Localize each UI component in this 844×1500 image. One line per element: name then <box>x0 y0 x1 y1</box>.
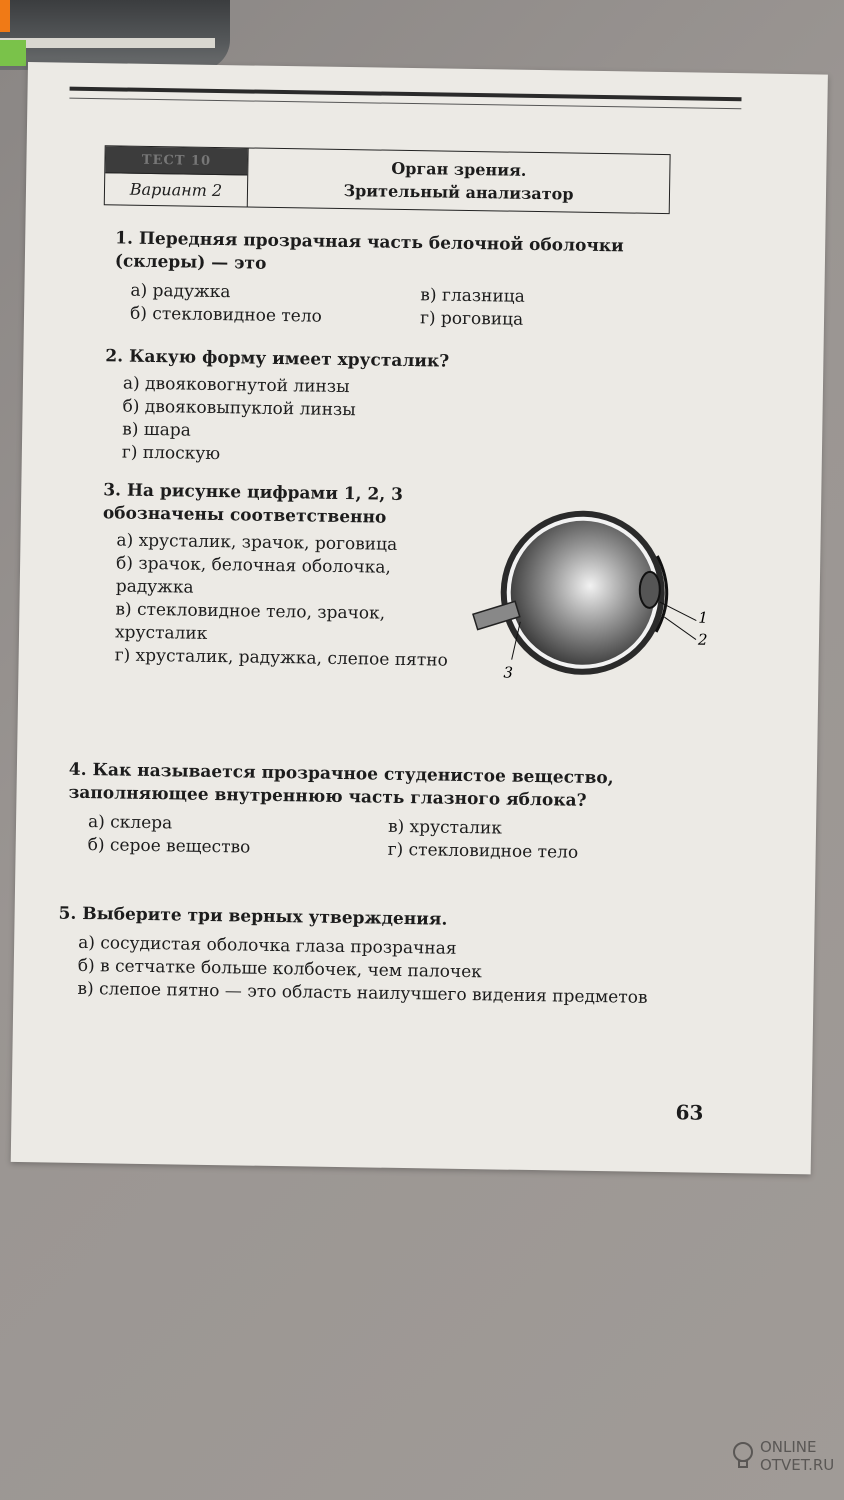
option: в) стекловидное тело, зрачок, хрусталик <box>114 599 386 644</box>
question-2-title: 2. Какую форму имеет хрусталик? <box>105 346 450 372</box>
question-5 <box>57 903 698 1011</box>
option: б) двояковыпуклой линзы <box>122 396 356 421</box>
topic-line1: Орган зрения. <box>391 158 527 180</box>
option: в) шара <box>122 419 191 441</box>
lightbulb-icon <box>732 1441 754 1471</box>
eye-diagram <box>453 499 709 688</box>
question-3 <box>101 479 448 672</box>
question-4-options <box>88 811 709 867</box>
option: в) глазница <box>420 285 525 307</box>
option: б) стекловидное тело <box>129 303 323 327</box>
option: г) роговица <box>419 308 524 330</box>
option: в) хрусталик <box>387 816 503 839</box>
question-1-options <box>130 280 685 335</box>
eye-lens <box>640 572 661 608</box>
question-1-title: 1. Передняя прозрачная часть белочной оболочки (склеры) — это <box>114 228 624 274</box>
question-5-options <box>77 932 688 1011</box>
orange-bookmark <box>0 0 10 32</box>
option: а) склера <box>87 812 173 834</box>
watermark-line1: ONLINE <box>760 1438 817 1456</box>
option: а) сосудистая оболочка глаза прозрачная <box>78 932 457 959</box>
option: а) хрусталик, зрачок, роговица <box>116 530 398 555</box>
option: б) серое вещество <box>87 835 251 858</box>
watermark-line2: OTVET.RU <box>760 1456 835 1474</box>
green-bookmark <box>0 40 26 66</box>
option: г) плоскую <box>121 442 221 465</box>
option: б) зрачок, белочная оболочка, радужка <box>115 553 392 598</box>
question-5-title: 5. Выберите три верных утверждения. <box>58 903 448 930</box>
book-edge <box>0 0 230 70</box>
question-4 <box>68 759 709 867</box>
header-box <box>104 145 671 214</box>
option: а) двояковогнутой линзы <box>122 373 350 398</box>
question-2 <box>104 345 666 473</box>
question-3-title: 3. На рисунке цифрами 1, 2, 3 обозначены соответственно <box>102 480 404 528</box>
option: в) слепое пятно — это область наилучшего видения предметов <box>77 978 648 1008</box>
question-3-options <box>114 529 448 672</box>
option: б) в сетчатке больше колбочек, чем палочек <box>77 955 483 983</box>
topic-line2: Зрительный анализатор <box>343 180 574 204</box>
book-page-strip <box>0 38 215 48</box>
option: г) стекловидное тело <box>387 839 579 863</box>
figure-label-2: 2 <box>697 630 708 649</box>
option: г) хрусталик, радужка, слепое пятно <box>114 645 448 671</box>
figure-label-3: 3 <box>503 663 514 682</box>
page-number: 63 <box>675 1100 704 1125</box>
pointer-line-2 <box>664 617 696 639</box>
question-1 <box>114 227 685 334</box>
worksheet-page <box>11 62 828 1174</box>
variant-label: Вариант 2 <box>129 179 223 201</box>
figure-label-1: 1 <box>698 608 709 627</box>
question-2-options <box>122 373 665 474</box>
question-4-title: 4. Как называется прозрачное студенистое вещество, заполняющее внутреннюю часть глазного яблока? <box>68 759 614 811</box>
test-label: ТЕСТ 10 <box>105 146 247 175</box>
option: а) радужка <box>130 280 231 303</box>
watermark <box>732 1438 834 1474</box>
header-left <box>105 146 249 206</box>
header-topic <box>248 148 670 213</box>
